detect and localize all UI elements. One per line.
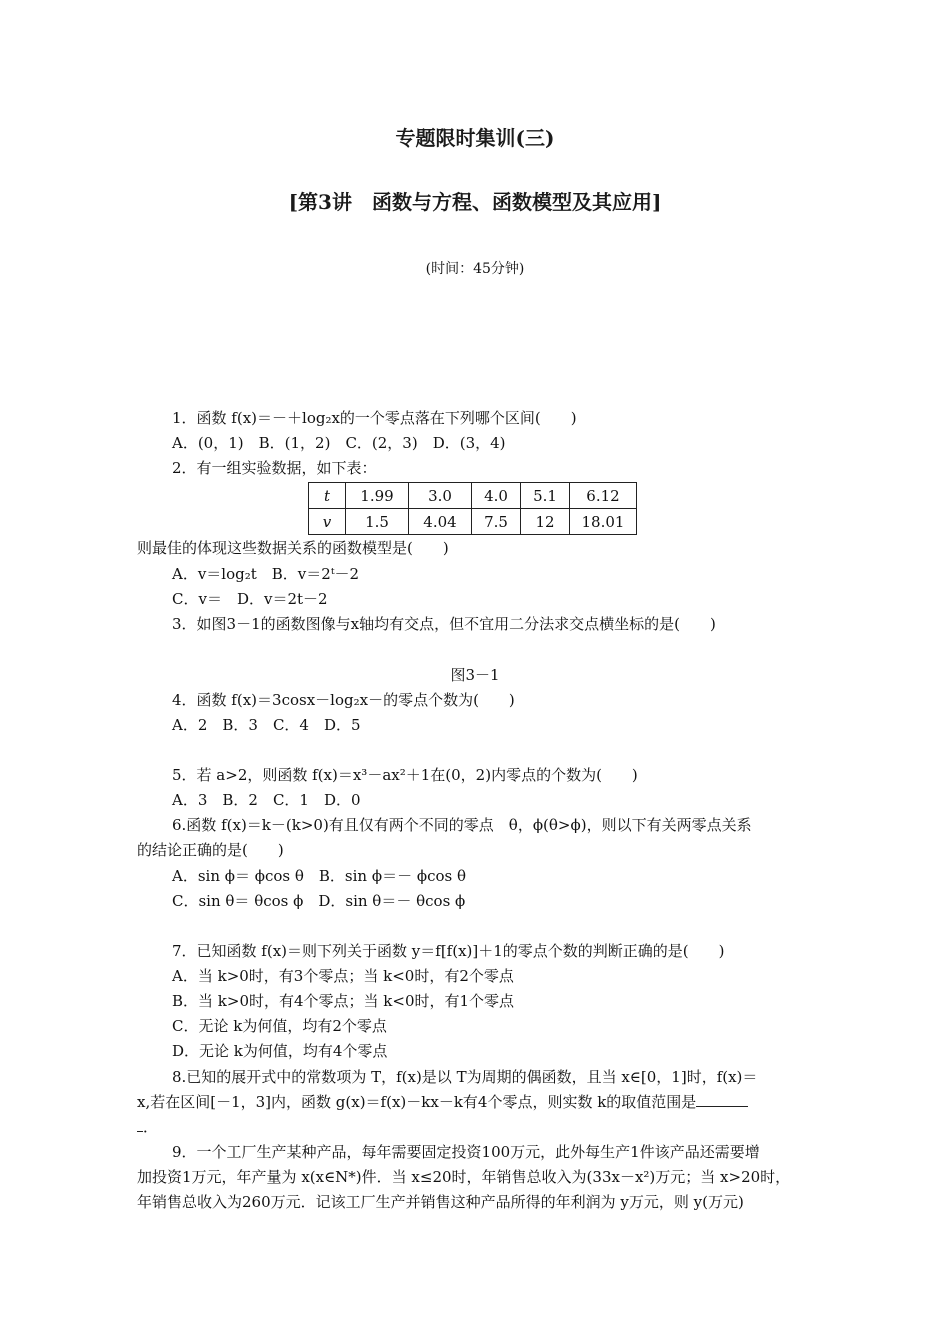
q8-line2: x,若在区间[－1，3]内，函数 g(x)＝f(x)－kx－k有4个零点，则实数 k的取值范围是 — [137, 1093, 697, 1111]
table-cell: 18.01 — [570, 509, 637, 535]
answer-blank — [696, 1092, 748, 1107]
table-cell: 6.12 — [570, 483, 637, 509]
q7-option-d: D．无论 k为何值，均有4个零点 — [172, 1042, 388, 1060]
page-subtitle: [第3讲 函数与方程、函数模型及其应用] — [288, 190, 662, 214]
q5-options: A．3 B．2 C．1 D．0 — [172, 791, 361, 809]
q4-options: A．2 B．3 C．4 D．5 — [172, 716, 361, 734]
table-row — [309, 483, 637, 509]
page-title: 专题限时集训(三) — [395, 126, 555, 150]
table-cell: v — [309, 509, 346, 535]
q8-line3-wrap — [137, 1117, 158, 1137]
q1-options: A．(0，1) B．(1，2) C．(2，3) D．(3，4) — [172, 434, 506, 452]
q9-line2: 加投资1万元，年产量为 x(x∈N*)件．当 x≤20时，年销售总收入为(33x－x²)万元；当 x>20时， — [137, 1168, 791, 1186]
q6-stem-line2: 的结论正确的是( ) — [137, 841, 284, 859]
figure-caption: 图3－1 — [450, 666, 500, 684]
q2-options-ab: A．v＝log₂t B．v＝2ᵗ－2 — [172, 565, 360, 583]
q2-stem: 2．有一组实验数据，如下表： — [172, 459, 377, 477]
q3-stem: 3．如图3－1的函数图像与x轴均有交点，但不宜用二分法求交点横坐标的是( ) — [172, 615, 716, 633]
table-cell: t — [309, 483, 346, 509]
table-cell: 4.04 — [409, 509, 472, 535]
q2-ask: 则最佳的体现这些数据关系的函数模型是( ) — [137, 539, 449, 557]
q8-line1: 8.已知的展开式中的常数项为 T，f(x)是以 T为周期的偶函数，且当 x∈[0，1]时，f(x)＝ — [172, 1068, 758, 1086]
table-cell: 1.99 — [346, 483, 409, 509]
q2-options-cd: C．v＝ D．v＝2t－2 — [172, 590, 328, 608]
q6-stem-line1: 6.函数 f(x)＝k－(k>0)有且仅有两个不同的零点 θ，ϕ(θ>ϕ)，则以下有关两零点关系 — [172, 816, 752, 834]
q6-options-cd: C．sin θ＝ θcos ϕ D．sin θ＝－ θcos ϕ — [172, 892, 466, 910]
table-cell: 12 — [521, 509, 570, 535]
table-cell: 3.0 — [409, 483, 472, 509]
q8-line2-wrap — [137, 1092, 748, 1112]
time-limit: (时间：45分钟) — [425, 261, 525, 277]
q8-line3: ． — [143, 1118, 159, 1136]
q6-options-ab: A．sin ϕ＝ ϕcos θ B．sin ϕ＝－ ϕcos θ — [172, 867, 466, 885]
table-cell: 4.0 — [472, 483, 521, 509]
q4-stem: 4．函数 f(x)＝3cosx－log₂x－的零点个数为( ) — [172, 691, 515, 709]
q7-option-a: A．当 k>0时，有3个零点；当 k<0时，有2个零点 — [172, 967, 514, 985]
q1-stem: 1．函数 f(x)＝－＋log₂x的一个零点落在下列哪个区间( ) — [172, 409, 577, 427]
q7-stem: 7．已知函数 f(x)＝则下列关于函数 y＝f[f(x)]＋1的零点个数的判断正确的是( ) — [172, 942, 725, 960]
q9-line1: 9．一个工厂生产某种产品，每年需要固定投资100万元，此外每生产1件该产品还需要增 — [172, 1143, 760, 1161]
q2-data-table — [308, 482, 637, 535]
table-row — [309, 509, 637, 535]
table-cell: 7.5 — [472, 509, 521, 535]
table-cell: 1.5 — [346, 509, 409, 535]
q9-line3: 年销售总收入为260万元．记该工厂生产并销售这种产品所得的年利润为 y万元，则 y(万元) — [137, 1193, 744, 1211]
table-cell: 5.1 — [521, 483, 570, 509]
q7-option-c: C．无论 k为何值，均有2个零点 — [172, 1017, 387, 1035]
q5-stem: 5．若 a>2，则函数 f(x)＝x³－ax²＋1在(0，2)内零点的个数为( ) — [172, 766, 638, 784]
q7-option-b: B．当 k>0时，有4个零点；当 k<0时，有1个零点 — [172, 992, 515, 1010]
